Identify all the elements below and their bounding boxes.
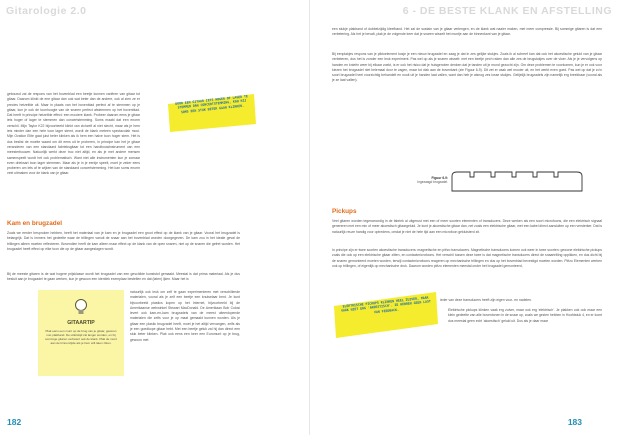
para-voor-nadelen-text: ieder van deze transducers heeft zijn eigen voor- en nadelen.: [440, 298, 532, 302]
para-kam-text: Zoals we eerder besproken hebben, heeft het materiaal van je kam en je brugzadel een groot effect op de klank van je gitaar. Vooral het brugzadel is belangrijk. Dat is immers het gedeelte waar de trillingen vanuit de snaar aan het bovenblad worden doorgegeven. De kam zou in het ideale geval de trillingen alleen moeten reflecteren. Bovendien heeft de kam alleen maar effect op de klank van de open snaren, niet op de snaren die gefret worden. Het brugzadel heeft effect op elke toon die op de gitaar aangeslagen wordt.: [7, 231, 240, 251]
running-head-left: Gitarologie 2.0: [6, 5, 87, 17]
running-head-right: 6 - DE BESTE KLANK EN AFSTELLING: [402, 5, 612, 17]
para-sustain: [332, 27, 602, 41]
para-kam: [7, 231, 240, 255]
para-brugzadel-a-text: Bij de meeste gitaren is de wat hogere prijsklasse wordt het brugzadel van een geschikte kunststof gemaakt. Meestal is dat prima materiaal. Als je dus besluit aan je brugzadel te gaan werken, kun je gewoon een identiek exemplaar bestellen en dat (laten) ijken. Maar het is: [7, 272, 240, 282]
para-transducers: [332, 248, 602, 272]
para-pickups-intro: [332, 219, 602, 238]
tip-title: GITAARTIP: [67, 320, 95, 326]
para-brugzadel-b-text: natuurlijk ook leuk om zelf te gaan experimenteren met verschillende materialen, vooral als je zelf een beetje een knutselaar bent. Je kunt bijvoorbeeld plastics kopen op het Internet, bijvoorbeeld bij de Amerikaanse webwinkel Stewart MacDonald. De Amerikaan Bob Colosi levert ook kam-en-kam brugzadels van de meest uiteenlopende materialen die zelfs voor je op maat gemaakt kunnen worden. Als je gitaar een plastic brugzadel heeft, moet je het altijd vervangen, zelfs als je een goedkope gitaar hebt. Met een beetje geluk zal hij dan direct een stuk beter klinken. Plak ook eens een keer een Euromunt op je brug, gewoon met: [130, 290, 240, 342]
right-page: [310, 0, 620, 435]
figure-caption: [394, 176, 448, 184]
para-pickups-intro-text: Veel gitaren worden tegenwoordig in de fabriek al uitgerust met een of meer soorten elementen of transducers. Deze werken als een soort microfoons, die een elektrisch signaal genereren met een min of meer akoestisch gitaargeluid. Je kunt je akoestische gitaar dan, net zoals een elektrische gitaar, met een kabel direct aansluiten op een versterker. Dat is natuurlijk reuze handig voor optredens, omdat je niet de hele tijd aan een microfoon gekluisterd zit.: [332, 219, 602, 234]
para-transducers-text: In principe zijn er twee soorten akoestische transducers: magnetische en piëzo transducers. Magnetische transducers komen ook weer in twee soorten: gewone elektrische pickups zoals die ook op een elektrische gitaar zitten, en contactmicrofoons. Het verschil tussen deze twee is dat magnetische transducers direct de snaartrilling oppikken, en dus dicht bij de snaren gemonteerd moeten worden, terwijl contactmicrofoons reageren op mechanische trillingen en dus op het bovenblad bevestigd moeten worden. Piëzo Elementen werken ook op trillingen, of eigenlijk op mechanische druk. Daarom worden piëzo elementen meestal onder het brugzadel gemonteerd,: [332, 248, 602, 268]
page-number-right: 183: [567, 417, 582, 427]
page-number-left: 182: [7, 417, 22, 427]
para-voor-nadelen: [440, 298, 602, 306]
para-brugzadel-b: [130, 290, 240, 346]
tip-text: Plak eens een munt op de brug van je gitaar, gewoon met plakband. De uitkristijd zal langer worden, en bij sommige gitaren verbetert ook de klank. Plak de munt aan de binnenzijde als je hem wilt laten zitten.: [45, 329, 117, 345]
intro-text: gebouwd zal de respons van het bovenblad een beetje kunnen variëren van gitaar tot gitaar. Daarom klinkt de ene gitaar dan ook wat beter dan de andere, ook al zien ze er precies hetzelfde uit. Maar in plaats van het bovenblad perfect af te stemmen op je gitaar, kun je ook de toonhoogte van de snaren perfect afstemmen op het bovenblad. Dat heeft in principe hetzelfde effect: een mooiere klank. Probeer daarom eens je gitaar iets hoger of lager te stemmen dan concertstemming. Soms maakt dat een enorm verschil. Mijn Taylor K22 bijvoorbeeld klinkt van zichzelf al niet slecht, maar als je hem iets minder dan een hele toon lager stemt, wordt de klank meteen spectaculair mooi. Mijn Ovation Elite gaat juist beter klinken als ik hem een halve toon hoger stem. Het is dus beslist de moeite waard om dit eens uit te proberen, in principe kan het je gitaar veranderen van een standaard fabrieksgitaar tot een handbouwinstrument van een meesterbouwer. Natuurlijk werkt deze truc niet altijd, en als je met andere mensen samenspeelt wordt het ook problematisch. Want niet alle instrumenten kun je zomaar even drieksart toon lager stemmen. Maar als je in je eentje speelt, moet je zeker eens proberen om iets af te wijken van de standaard concertstemming. Het kan soms enorm veel uitmaken voor de klank van je gitaar.: [7, 92, 140, 176]
para-zagen-text: Bij eenplakjes respons van je plktoelement kosje je een nieuw brugzadel en zaag je dat in zes gelijke stukjes. Zoals ik al schreef kan dat ook het akoestische geluid van je gitaar verbeteren, dus het is zonder een leuk experiment. Pas wel op als je snaren wisselt: met een beetje pech raken dan alle zes de brugstukjes over de vloer. Als je je vervolgens op handen en knieën weer bij elkaar zoekt, is er ook het risico dat je huisgenoten denken dat je tanden uit je mond gezocht zijn. Om deze problemen te voorkomen, kun je er ook voor kiezen het brugzadel niet helemaal door te zagen, maar tot vlak aan de bovenkant (zie Figuur 6-9). Dit zet er vaak wel mooier uit, en het werkt even goed. Pas wel op dat je zo'n soort brugzadel heel voorzichtig behandelt en nooit uit je handen laat vallen, want dan heb je alsnog zes losse stukjes. Gelijelijk brugzadels zijn namelijk erg breekbaar (vooral als je ze laat vallen).: [332, 52, 602, 83]
figure-caption-text: Ingezaagd brugzadel.: [417, 180, 448, 185]
gitaartip-box: [38, 290, 124, 376]
note-right-text: ELEKTRISCHE PICKUPS KLINKEN HEEL ZUIVER, MAAR VAAK NIET ERG 'AKOESTISCH'. ZE HEBBEN GEEN LAST VAN FEEDBACK.: [340, 295, 432, 314]
heading-kam-brugzadel: Kam en brugzadel: [7, 220, 63, 227]
para-sustain-text: een stukje plakband of dubbelzijdig kleefband. Het zal de sustain van je gitaar verlengen, en de klank wat naaier maken, met meer compressie. Bij sommige gitaren is dat een verbetering. Als het je bevalt, plak je de volgende keer dat je snaren wisselt het muntje aan de binnenkant van je gitaar.: [332, 27, 602, 37]
figure-label: Figuur 6-9:: [431, 176, 448, 180]
intro-paragraph: [7, 92, 140, 180]
note-left-text: DOOR EEN GITAAR IETS HOGER OF LAGER TE STEMMEN DAN CONCERTSTEMMING, KAN HIJ SOMS EEN STUK BETER GAAN KLINKEN.: [175, 94, 249, 114]
para-zagen: [332, 52, 602, 87]
para-brugzadel-a: [7, 272, 240, 286]
heading-pickups: Pickups: [332, 208, 357, 215]
sawn-saddle-figure: [451, 171, 583, 193]
para-elektrische-pickups-text: Elektrische pickups klinken vaak erg zuiver, maar ook erg 'elektrisch'. Je plakken ook ook maar een klein gedeelte van alle boventonen in de snaar op, zoals we gezien hebben in Hoofdstuk 4, en er komt dus meestal geen echt 'akoestisch' geluid uit. Dus als je daar maar: [448, 308, 602, 323]
lightbulb-icon: [74, 298, 88, 318]
para-elektrische-pickups: [448, 308, 602, 327]
